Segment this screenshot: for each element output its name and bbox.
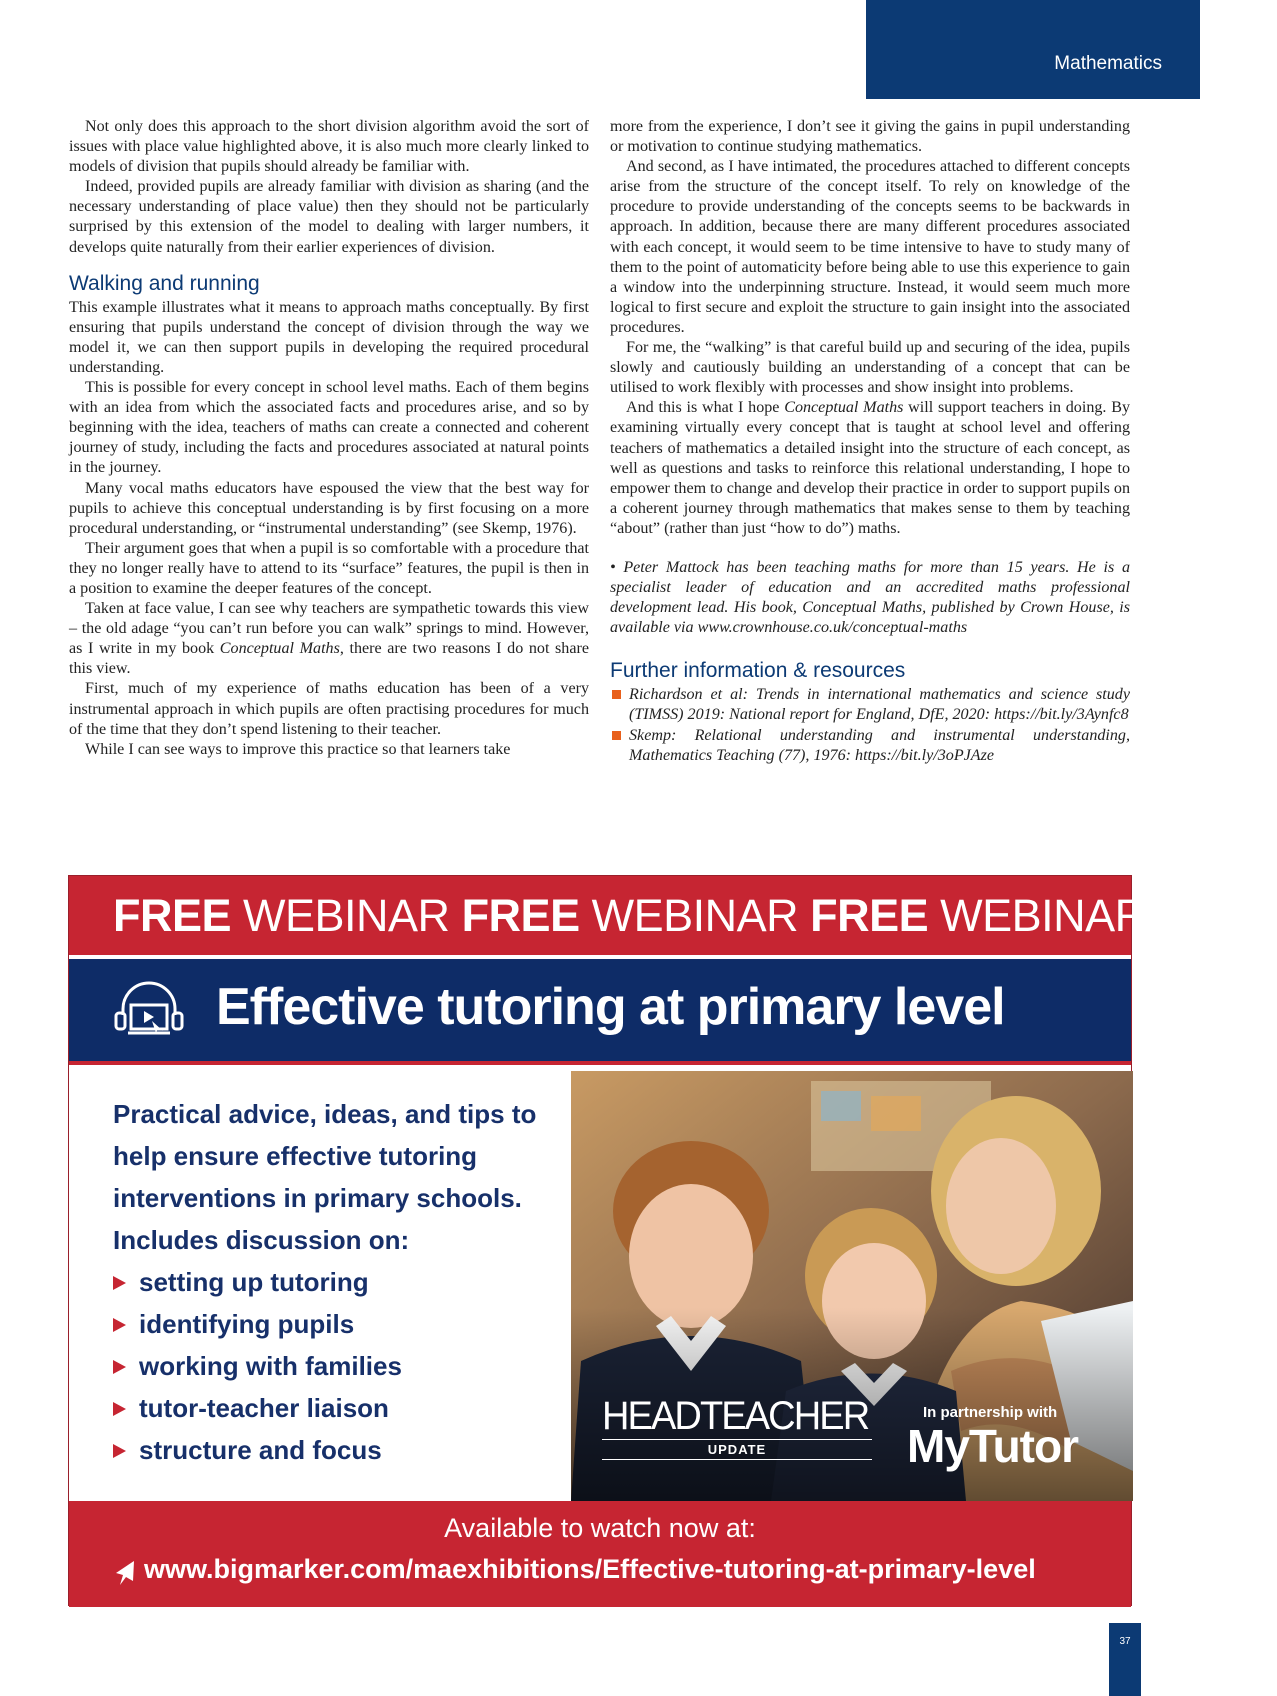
- book-title: Conceptual Maths: [784, 399, 904, 417]
- ad-intro: Practical advice, ideas, and tips to help ensure effective tutoring interventions in primary schools. Includes discussion on:: [113, 1099, 537, 1255]
- topic-text: setting up tutoring: [139, 1267, 369, 1297]
- paragraph: For me, the “walking” is that careful build up and securing of the idea, pupils slowly and cautiously building an understanding of a concept that can be utilised to work flexibly with processes and show insight into problems.: [610, 339, 1130, 397]
- orange-square-bullet-icon: [612, 690, 621, 699]
- topic-item: [113, 1387, 553, 1429]
- availability-text: Available to watch now at:: [444, 1513, 756, 1543]
- paragraph: This is possible for every concept in school level maths. Each of them begins with an idea from which the associated facts and procedures arise, and so by beginning with the idea, teachers of maths can create a connected and coherent journey of study, including the facts and procedures associated at natural points in the journey.: [69, 379, 589, 477]
- paragraph: This example illustrates what it means to approach maths conceptually. By first ensuring that pupils understand the concept of division through the way we model it, we can then support pupils in developing the required procedural understanding.: [69, 298, 589, 376]
- resource-text: Richardson et al: Trends in international mathematics and science study (TIMSS) 2019: National report for England, DfE, 2020: https://bit.ly/3Aynfc8: [629, 686, 1130, 724]
- ad-description: [113, 1093, 553, 1471]
- paragraph: more from the experience, I don’t see it giving the gains in pupil understanding or motivation to continue studying mathematics.: [610, 118, 1130, 156]
- banner-word-webinar: WEBINAR: [940, 890, 1147, 941]
- topic-item: [113, 1261, 553, 1303]
- section-heading: Walking and running: [69, 271, 260, 295]
- paragraph: Their argument goes that when a pupil is so comfortable with a procedure that they no longer really have to attend to its “surface” features, the pupil is then in a position to examine the deeper features of the concept.: [69, 539, 589, 597]
- topic-text: tutor-teacher liaison: [139, 1393, 389, 1423]
- headteacher-logo-sub: UPDATE: [602, 1439, 872, 1457]
- ad-title-bar: [69, 959, 1131, 1065]
- banner-word-free: FREE: [810, 890, 929, 941]
- section-label: Mathematics: [1054, 53, 1162, 74]
- webinar-link[interactable]: www.bigmarker.com/maexhibitions/Effective-tutoring-at-primary-level: [144, 1554, 1036, 1584]
- triangle-bullet-icon: [113, 1318, 126, 1332]
- text-run: will support teachers in doing. By examining virtually every concept that is taught at school level and offering teachers of mathematics a detailed insight into the structure of each concept, as well as questions and tasks to reinforce this relational understanding, I hope to empower them to change and develop their practice in order to support pupils on a coherent journey through mathematics that makes sense to them by teaching “about” (rather than just “how to do”) maths.: [610, 399, 1130, 537]
- text-run: And this is what I hope: [626, 399, 785, 417]
- classroom-photo: [571, 1071, 1133, 1501]
- triangle-bullet-icon: [113, 1360, 126, 1374]
- book-title: Conceptual Maths: [219, 640, 340, 658]
- topic-list: [113, 1261, 553, 1471]
- triangle-bullet-icon: [113, 1402, 126, 1416]
- topic-item: [113, 1303, 553, 1345]
- banner-word-webinar: WEBINAR: [243, 890, 450, 941]
- text-run: Taken at face value, I can see why teachers are sympathetic towards this view – the old adage “you can’t run before you can walk” springs to mind. However, as I write in my book: [69, 600, 589, 658]
- banner-word-free: FREE: [113, 890, 232, 941]
- resource-item: [610, 685, 1130, 725]
- orange-square-bullet-icon: [612, 731, 621, 740]
- ad-title: Effective tutoring at primary level: [216, 978, 1005, 1036]
- resources-heading: Further information & resources: [610, 659, 906, 683]
- headteacher-logo: HEADTEACHER: [602, 1394, 869, 1438]
- page-number: 37: [1109, 1623, 1141, 1696]
- resource-text: Skemp: Relational understanding and instrumental understanding, Mathematics Teaching (77), 1976: https://bit.ly/3oPJAze: [629, 726, 1130, 764]
- resources-list: [610, 685, 1130, 765]
- resource-item: [610, 726, 1130, 766]
- topic-item: [113, 1345, 553, 1387]
- cursor-arrow-icon: [114, 1559, 136, 1587]
- banner-word-free: FREE: [1158, 890, 1277, 941]
- triangle-bullet-icon: [113, 1444, 126, 1458]
- topic-text: structure and focus: [139, 1435, 382, 1465]
- author-bio: • Peter Mattock has been teaching maths for more than 15 years. He is a specialist leader of education and an accredited maths professional development lead. His book, Conceptual Maths, published by Crown House, is available via www.crownhouse.co.uk/conceptual-maths: [610, 558, 1130, 637]
- webinar-advert: [68, 875, 1277, 1606]
- free-webinar-banner: [69, 876, 1277, 955]
- ad-footer: [69, 1501, 1131, 1607]
- topic-text: working with families: [139, 1351, 402, 1381]
- mytutor-logo: MyTutor: [907, 1420, 1079, 1472]
- topic-item: [113, 1429, 553, 1471]
- article-left-column: [69, 117, 589, 760]
- banner-word-webinar: WEBINAR: [591, 890, 799, 941]
- section-tab: [866, 0, 1200, 99]
- paragraph: Indeed, provided pupils are already familiar with division as sharing (and the necessary understanding of place value) then they should not be particularly surprised by this extension of the model to dealing with larger numbers, it develops quite naturally from their earlier experiences of division.: [69, 178, 589, 256]
- paragraph: [610, 398, 1130, 539]
- banner-word-free: FREE: [461, 890, 580, 941]
- paragraph: While I can see ways to improve this practice so that learners take: [85, 740, 511, 758]
- paragraph: And second, as I have intimated, the procedures attached to different concepts arise from the structure of the concept itself. To rely on knowledge of the procedure to provide understanding of the concepts seems to be backwards in approach. In addition, because there are many different procedures associated with each concept, it would seem to be time intensive to have to study many of them to the point of automaticity before being able to use this experience to gain a window into the underpinning structure. Instead, it would seem much more logical to first secure and exploit the structure to gain insight into the associated procedures.: [610, 158, 1130, 336]
- partner-label: In partnership with: [923, 1404, 1058, 1421]
- text-run: , there are two reasons I do not share this view.: [69, 640, 589, 678]
- paragraph: First, much of my experience of maths education has been of a very instrumental approach in which pupils are often practising procedures for much of the time that they don’t spend listening to their teacher.: [69, 680, 589, 738]
- video-headset-icon: [114, 981, 184, 1043]
- paragraph: Not only does this approach to the short division algorithm avoid the sort of issues with place value highlighted above, it is also much more clearly linked to models of division that pupils should already be familiar with.: [69, 118, 589, 176]
- topic-text: identifying pupils: [139, 1309, 355, 1339]
- article-right-column: [610, 117, 1130, 766]
- triangle-bullet-icon: [113, 1276, 126, 1290]
- paragraph: Many vocal maths educators have espoused the view that the best way for pupils to achieve this conceptual understanding is by first focusing on a more procedural understanding, or “instrumental understanding” (see Skemp, 1976).: [69, 479, 589, 537]
- paragraph: [69, 599, 589, 679]
